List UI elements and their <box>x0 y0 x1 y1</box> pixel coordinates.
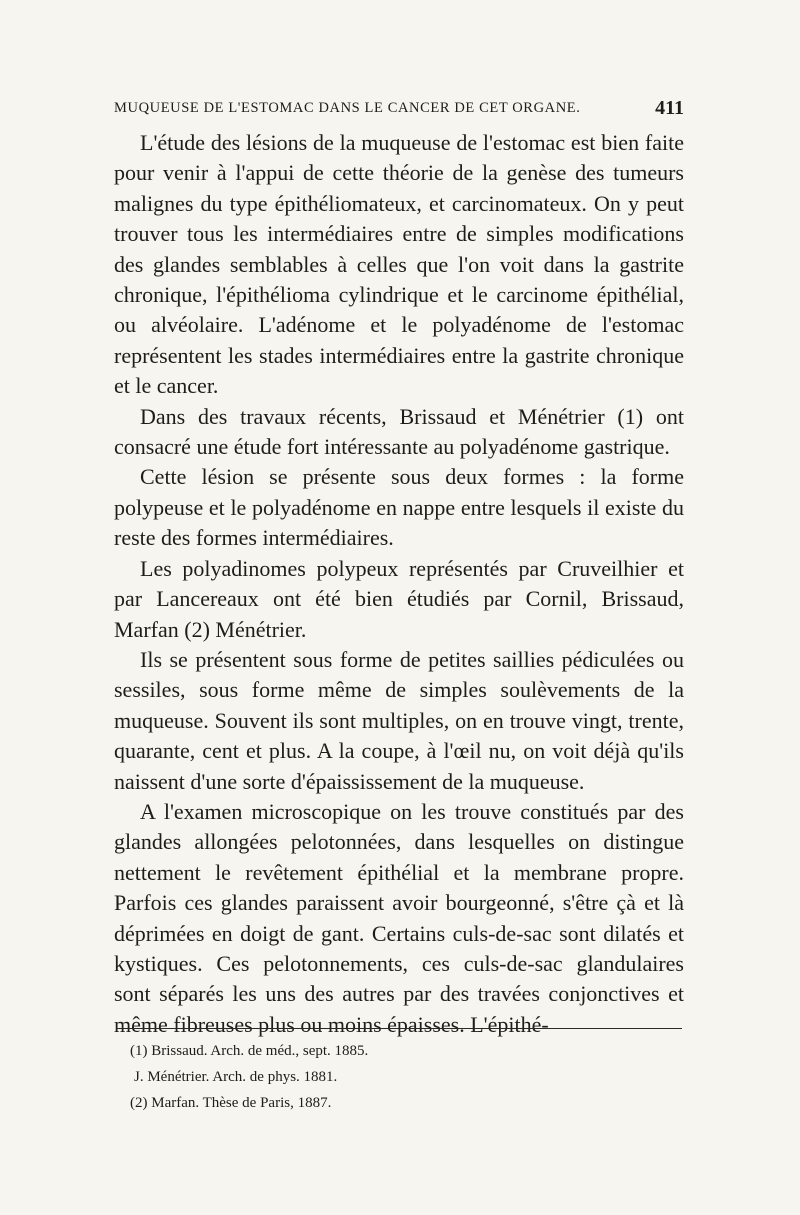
paragraph: Cette lésion se présente sous deux formes : la forme polypeuse et le polyadénome en nappe entre lesquels il existe du reste des formes intermédiaires. <box>114 464 684 551</box>
paragraph: L'étude des lésions de la muqueuse de l'estomac est bien faite pour venir à l'appui de cette théorie de la genèse des tumeurs malignes du type épithéliomateux, et carcinomateux. On y peut trouver tous les intermédiaires entre de simples modifications des glandes semblables à celles que l'on voit dans la gastrite chronique, l'épithélioma cylindrique et le carcinome épithélial, ou alvéolaire. L'adénome et le polyadénome de l'estomac représentent les stades intermédiaires entre la gastrite chronique et le cancer. <box>114 130 684 399</box>
paragraph: A l'examen microscopique on les trouve constitués par des glandes allongées pelotonnées, dans lesquelles on distingue nettement le revêtement épithélial et la membrane propre. Parfois ces glandes paraissent avoir bourgeonné, s'être çà et là déprimées en doigt de gant. Certains culs-de-sac sont dilatés et kystiques. Ces pelotonnements, ces culs-de-sac glandulaires sont séparés les uns des autres par des travées conjonctives et même fibreuses plus ou moins épaisses. L'épithé- <box>114 798 684 1037</box>
footnote: (1) Brissaud. Arch. de méd., sept. 1885. <box>130 1043 369 1059</box>
paragraph: Dans des travaux récents, Brissaud et Ménétrier (1) ont consacré une étude fort intéressante au polyadénome gastrique. <box>114 403 684 460</box>
footnote: (2) Marfan. Thèse de Paris, 1887. <box>130 1095 332 1111</box>
paragraph: Les polyadinomes polypeux représentés par Cruveilhier et par Lancereaux ont été bien étudiés par Cornil, Brissaud, Marfan (2) Ménétrier. <box>114 555 684 642</box>
running-head-title: MUQUEUSE DE L'ESTOMAC DANS LE CANCER DE CET ORGANE. <box>114 100 581 116</box>
body-text <box>114 128 684 1040</box>
running-head <box>114 97 684 119</box>
footnotes <box>130 1038 670 1116</box>
footnote-rule <box>116 1028 682 1029</box>
footnote: J. Ménétrier. Arch. de phys. 1881. <box>134 1069 338 1085</box>
paragraph: Ils se présentent sous forme de petites saillies pédiculées ou sessiles, sous forme même de simples soulèvements de la muqueuse. Souvent ils sont multiples, on en trouve vingt, trente, quarante, cent et plus. A la coupe, à l'œil nu, on voit déjà qu'ils naissent d'une sorte d'épaississement de la muqueuse. <box>114 646 684 794</box>
page-number: 411 <box>655 97 684 119</box>
